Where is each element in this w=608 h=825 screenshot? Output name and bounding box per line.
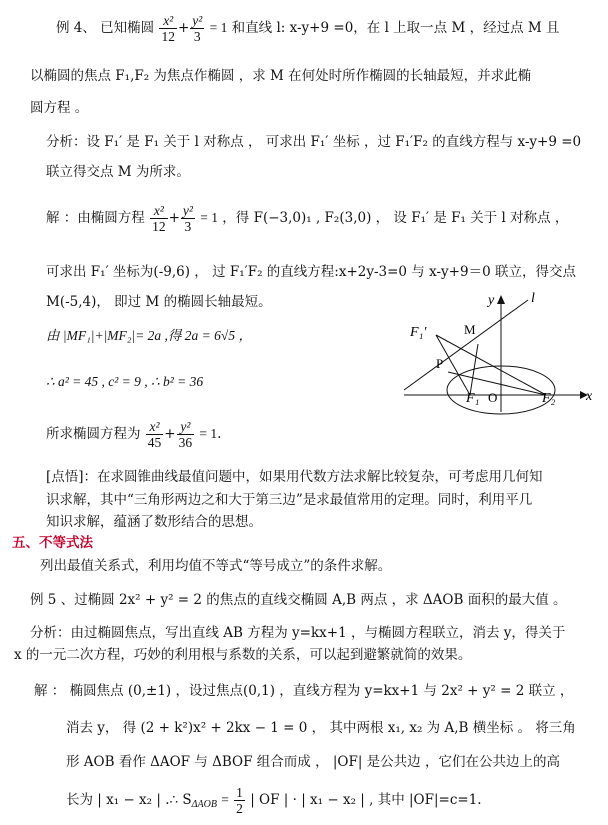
frac-num: x²: [150, 203, 168, 219]
ex4-analysis-1: 分析：设 F₁′ 是 F₁ 关于 l 对称点 ， 可求出 F₁′ 坐标 ，过 F₁′F₂ 的直线方程与 x-y+9 =0: [46, 134, 582, 150]
frac-num: x²: [146, 419, 164, 435]
label-P: P: [436, 356, 444, 371]
equals-one: = 1: [200, 210, 218, 225]
frac-den: 12: [152, 219, 166, 234]
label-y: y: [488, 293, 495, 308]
ex4-line1-start: 例 4、 已知椭圆: [56, 20, 155, 36]
area-expression: | OF | · | x₁ − x₂ | , 其中 |OF|=c=1.: [250, 792, 482, 808]
ex5-solution-2: 消去 y， 得 (2 + k²)x² + 2kx − 1 = 0 ， 其中两根 x₁, x₂ 为 A,B 横坐标 。 将三角: [66, 720, 576, 736]
ex5-analysis-2: x 的一元二次方程，巧妙的利用根与系数的关系，可以起到避繁就简的效果。: [14, 647, 472, 663]
ex4-solution-4: 由 |MF₁|+|MF₂|= 2a ,得 2a = 6√5 ，: [46, 328, 252, 343]
label-F2: F₂: [542, 391, 556, 406]
ex4-solution-6: 所求椭圆方程为 $\frac{\text{x²}}{45}$ + $\frac{\text{y²}}{36}$ = 1.: [46, 419, 222, 450]
ex4-line2: 以椭圆的焦点 F₁,F₂ 为焦点作椭圆 ，求 M 在何处时所作椭圆的长轴最短，并求此椭: [30, 68, 532, 84]
equals-one: = 1: [199, 426, 218, 441]
fraction-x2-12: [159, 13, 177, 44]
y-axis-arrow: [497, 295, 505, 304]
result-label: 所求椭圆方程为: [46, 426, 141, 442]
frac-den: 36: [178, 435, 193, 450]
fraction-y2-36: [177, 419, 195, 450]
label-x: x: [586, 389, 593, 404]
frac-num: 1: [236, 785, 243, 800]
ex5-solution-1: 解 ： 椭圆焦点 (0,±1) ，设过焦点(0,1) ，直线方程为 y=kx+1 与 2x² + y² = 2 联立 ，: [34, 683, 574, 699]
frac-num: y²: [177, 419, 195, 435]
ex5-analysis-1: 分析：由过椭圆焦点，写出直线 AB 方程为 y=kx+1 ，与椭圆方程联立，消去 y，得关于: [30, 625, 566, 641]
ex4-solution-3: M(-5,4)， 即过 M 的椭圆长轴最短。: [46, 294, 272, 310]
tip-line-3: 知识求解，蕴涵了数形结合的思想。: [46, 514, 262, 530]
section-intro: 列出最值关系式，利用均值不等式“等号成立”的条件求解。: [40, 558, 392, 574]
ex4-analysis-2: 联立得交点 M 为所求。: [46, 164, 190, 180]
label-M: M: [464, 322, 476, 337]
solution-foci: ，得 F(−3,0)₁ , F₂(3,0) ， 设 F₁′ 是 F₁ 关于 l 对称点 ，: [222, 210, 569, 226]
ex4-line1-end: 和直线 l: x-y+9 =0，在 l 上取一点 M ，经过点 M 且: [231, 20, 560, 36]
fraction-y2-3: [181, 203, 195, 234]
frac-den: 2: [236, 801, 243, 816]
frac-num: x²: [159, 13, 177, 29]
area-subscript: ΔAOB: [191, 799, 217, 810]
fraction-y2-3: [190, 13, 204, 44]
period: .: [217, 426, 222, 442]
equals: =: [221, 792, 229, 807]
tip-line-1: [点悟]：在求圆锥曲线最值问题中，如果用代数方法求解比较复杂，可考虑用几何知: [46, 469, 543, 485]
height-text: 长为 | x₁ − x₂ | .∴ S: [66, 792, 192, 808]
ellipse-figure: [398, 290, 603, 415]
frac-den: 12: [161, 29, 175, 44]
section-title: 五、不等式法: [12, 535, 93, 551]
frac-den: 45: [147, 435, 162, 450]
tip-line-2: 识求解，其中“三角形两边之和大于第三边”是求最值常用的定理。同时，利用平几: [46, 492, 533, 508]
solution-start: 解 ：由椭圆方程: [46, 210, 145, 226]
label-F1: F₁: [466, 391, 480, 406]
frac-num: y²: [182, 203, 193, 218]
equals-one: = 1: [209, 20, 228, 35]
fraction-x2-12: [150, 203, 168, 234]
ex5-solution-4: [66, 780, 482, 820]
ex5-solution-3: 形 AOB 看作 ΔAOF 与 ΔBOF 组合而成 ， |OF| 是公共边 ，它们在公共边上的高: [66, 754, 560, 770]
label-l: l: [531, 291, 535, 306]
fraction-one-half: [234, 785, 245, 816]
fraction-x2-45: [146, 419, 164, 450]
frac-den: 3: [193, 29, 201, 44]
label-O: O: [488, 390, 498, 405]
ex4-line3: 圆方程 。: [30, 100, 89, 116]
ex5-statement: 例 5 、过椭圆 2x² + y² = 2 的焦点的直线交椭圆 A,B 两点 ，求 ΔAOB 面积的最大值 。: [30, 592, 567, 608]
label-F1prime: F₁′: [410, 325, 427, 340]
ex4-line1: 例 4、 已知椭圆 $\frac{\text{x²}}{12}$ + $\frac{\text{y²}}{3}$ = 1 和直线 l: x-y+9 =0，在 l 上取一点 M ，经过点 M 且: [56, 13, 560, 44]
frac-num: y²: [192, 13, 203, 28]
ex4-solution-1: 解 ：由椭圆方程 $\frac{\text{x²}}{12}$ + $\frac{\text{y²}}{3}$ = 1 ，得 F(−3,0)₁ , F₂(3,0) ， 设 F₁′ 是 F₁ 关于 l 对称点 ，: [46, 203, 569, 234]
frac-den: 3: [184, 219, 192, 234]
ex4-solution-2: 可求出 F₁′ 坐标为(-9,6) ， 过 F₁′F₂ 的直线方程:x+2y-3=0 与 x-y+9＝0 联立，得交点: [46, 264, 576, 280]
ex4-solution-5: ∴ a² = 45 , c² = 9 , ∴ b² = 36: [46, 374, 204, 389]
